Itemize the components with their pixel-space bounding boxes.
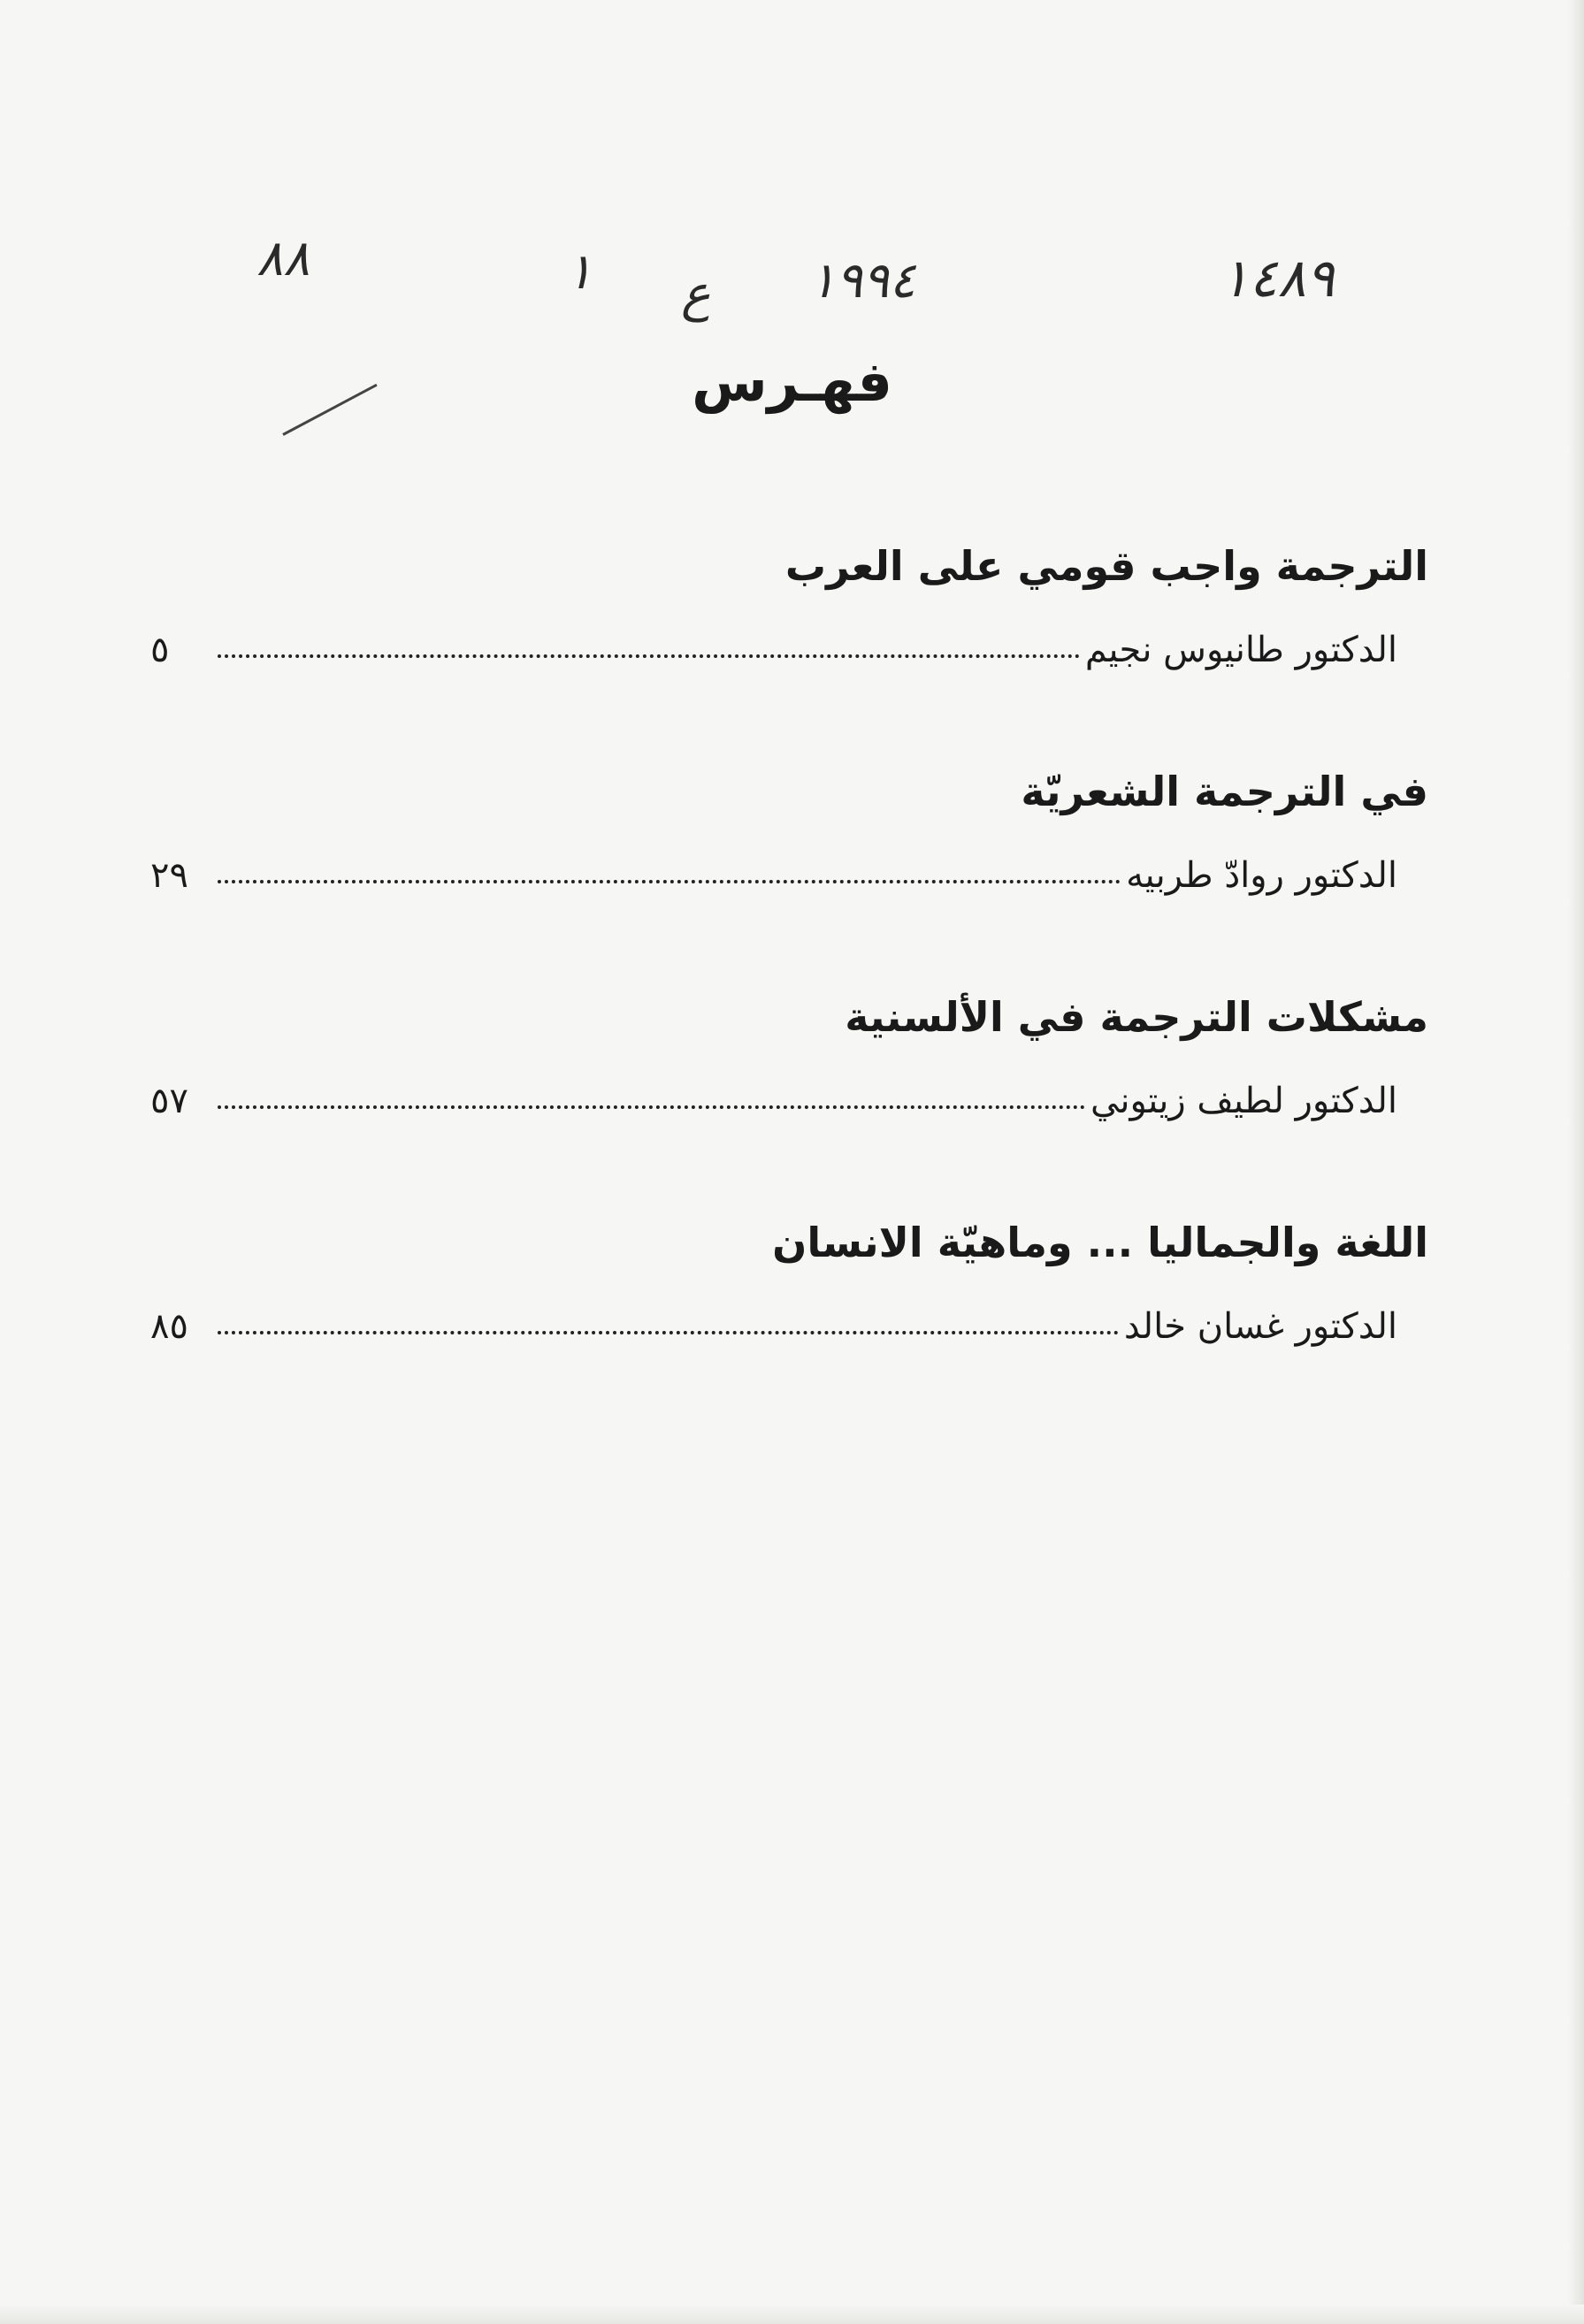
page-bottom-edge (0, 2305, 1584, 2324)
handwritten-accession-number: ١٤٨٩ (1221, 248, 1335, 310)
toc-entry-author: الدكتور روادّ طربيه (1126, 855, 1397, 896)
toc-list (150, 531, 1428, 1433)
toc-entry (150, 531, 1428, 756)
toc-entry-line (150, 619, 1428, 681)
dot-leader (218, 654, 1080, 658)
handwritten-class-mark: ٨٨ (256, 230, 310, 287)
toc-entry-line (150, 1070, 1428, 1132)
dot-leader (218, 1105, 1085, 1109)
toc-entry-title: الترجمة واجب قومي على العرب (784, 542, 1428, 590)
toc-entry (150, 1207, 1428, 1433)
toc-entry-page: ٥ (150, 630, 170, 670)
toc-entry (150, 756, 1428, 982)
toc-title: فهـرس (692, 349, 892, 414)
dot-leader (218, 1331, 1119, 1334)
toc-entry-author: الدكتور طانيوس نجيم (1084, 630, 1397, 670)
toc-entry-title: في الترجمة الشعريّة (1021, 768, 1428, 815)
toc-entry (150, 982, 1428, 1207)
toc-entry-page: ٥٧ (150, 1081, 188, 1121)
handwritten-letter: ع (681, 265, 711, 323)
toc-entry-line (150, 845, 1428, 906)
toc-entry-page: ٨٥ (150, 1306, 188, 1347)
handwritten-year: ١٩٩٤ (809, 252, 916, 310)
toc-entry-page: ٢٩ (150, 855, 188, 896)
toc-entry-author: الدكتور غسان خالد (1123, 1306, 1397, 1347)
handwritten-volume: ١ (566, 243, 593, 301)
toc-entry-line (150, 1296, 1428, 1357)
toc-entry-title: اللغة والجماليا ... وماهيّة الانسان (772, 1219, 1428, 1266)
toc-entry-title: مشكلات الترجمة في الألسنية (845, 993, 1428, 1041)
toc-entry-author: الدكتور لطيف زيتوني (1090, 1081, 1397, 1121)
dot-leader (218, 880, 1121, 883)
